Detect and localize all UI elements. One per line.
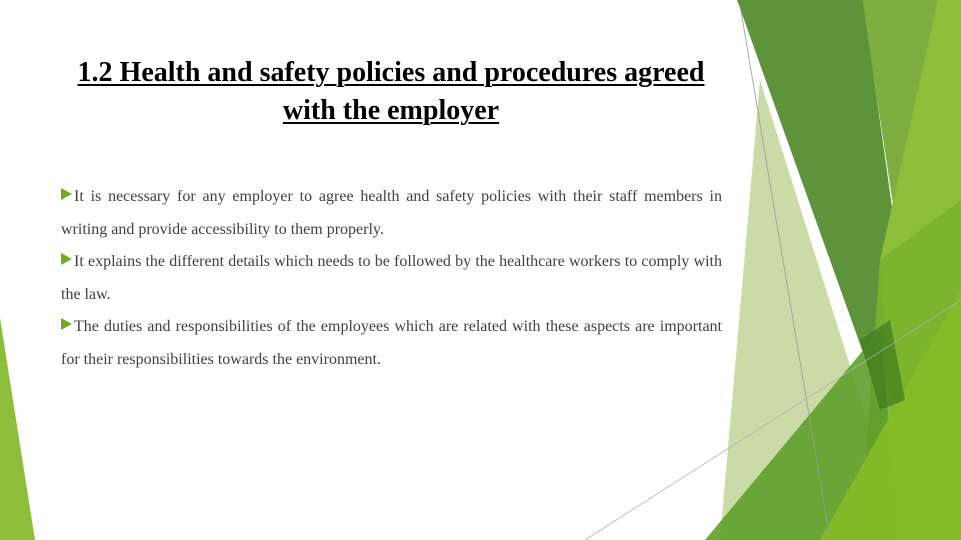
bullet-text: It explains the different details which needs to be followed by the healthcare workers to comply with the law.	[61, 253, 722, 303]
bullet-item	[61, 311, 722, 376]
bullet-text: It is necessary for any employer to agree health and safety policies with their staff members in writing and provide accessibility to them properly.	[61, 188, 722, 238]
triangle-arrow-icon	[61, 188, 72, 200]
bullet-item	[61, 181, 722, 246]
triangle-arrow-icon	[61, 318, 72, 330]
slide-title: 1.2 Health and safety policies and procedures agreed with the employer	[77, 57, 705, 126]
bullet-list	[61, 181, 722, 376]
bullet-text: The duties and responsibilities of the employees which are related with these aspects are important for their responsibilities towards the environment.	[61, 318, 722, 368]
bullet-item	[61, 246, 722, 311]
triangle-arrow-icon	[61, 253, 72, 265]
